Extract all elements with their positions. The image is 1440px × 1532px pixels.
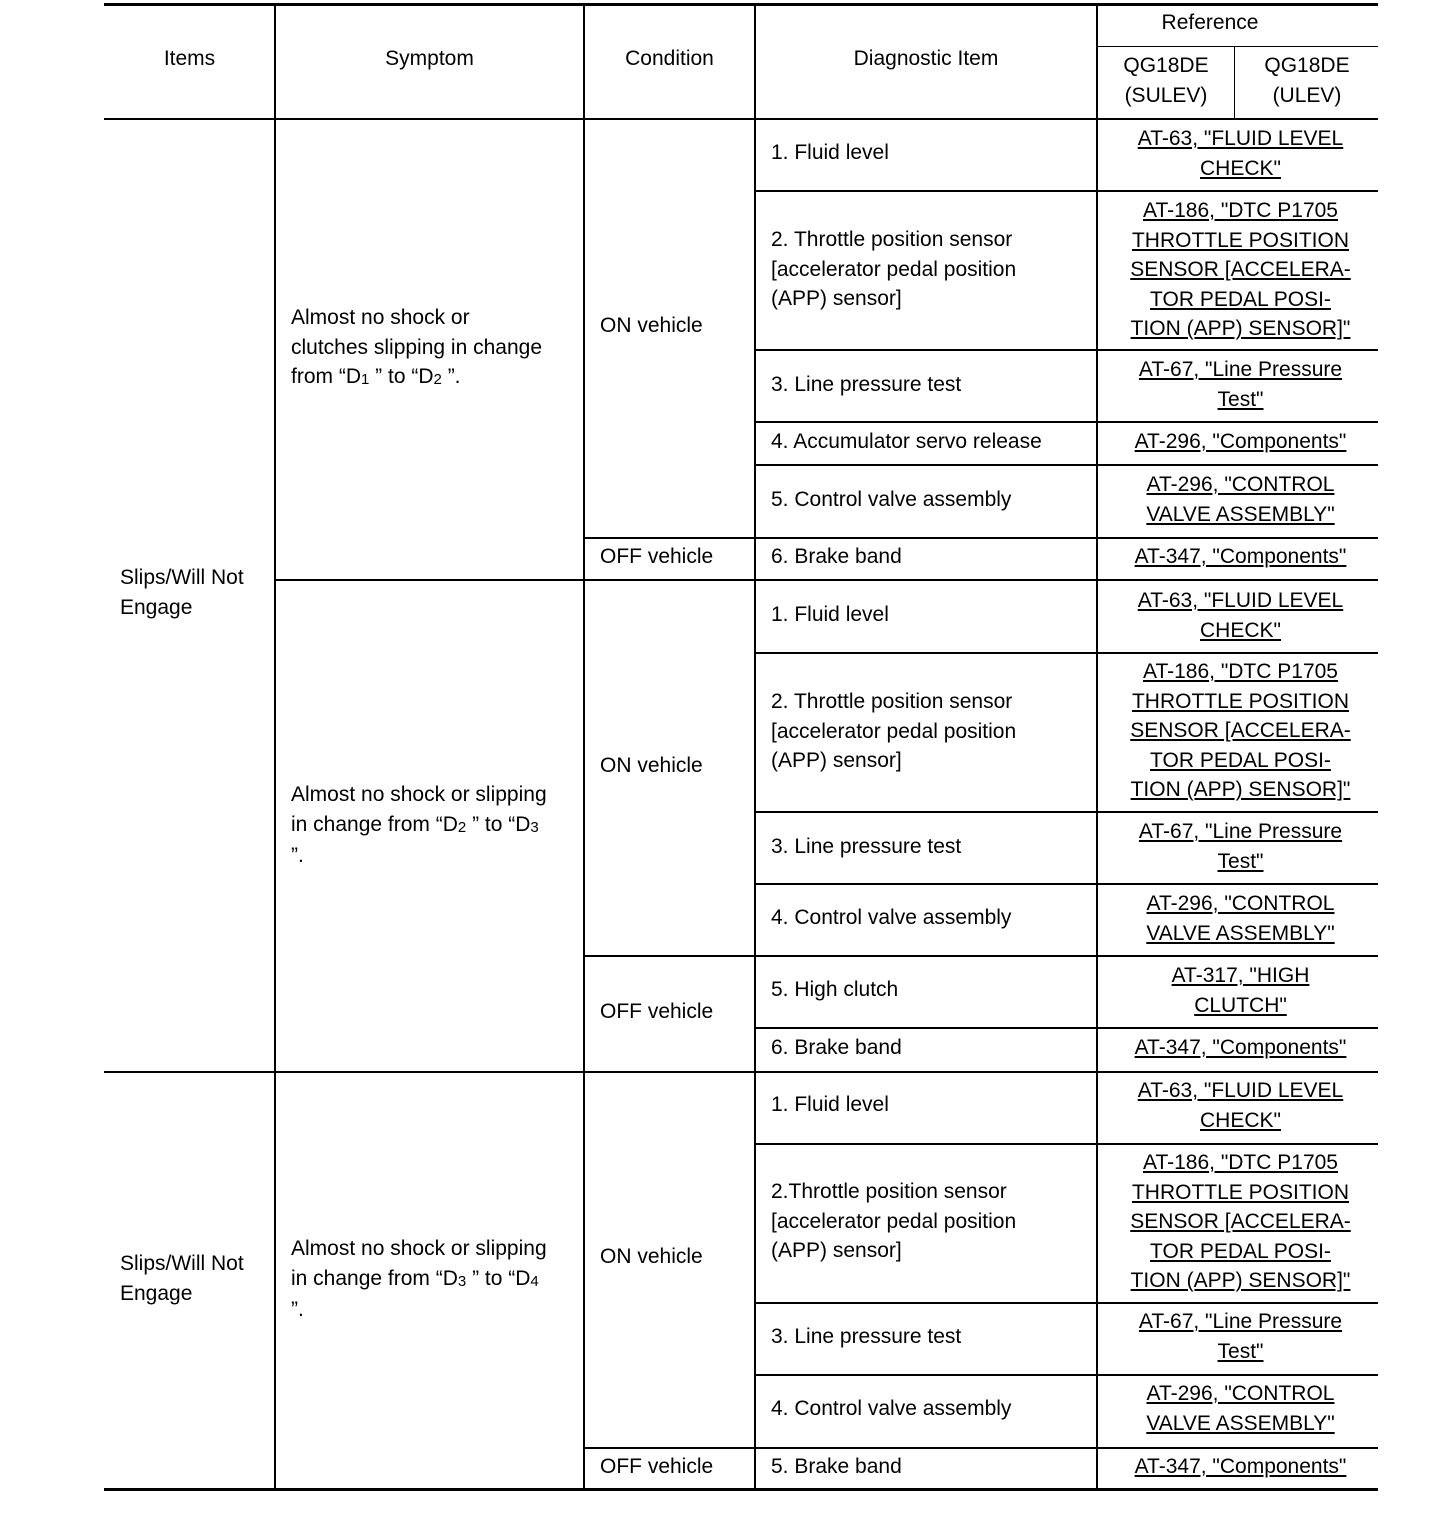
row-rule [754, 1374, 1378, 1376]
reference-link[interactable]: AT-63, "FLUID LEVEL CHECK" [1137, 589, 1344, 642]
reference-link[interactable]: AT-347, "Components" [1134, 545, 1347, 568]
reference-link[interactable]: AT-67, "Line Pressure Test" [1138, 820, 1343, 873]
reference-link[interactable]: AT-317, "HIGH CLUTCH" [1171, 964, 1310, 1017]
reference-link[interactable]: AT-296, "CONTROL VALVE ASSEMBLY" [1146, 473, 1335, 526]
row-rule [754, 464, 1378, 466]
header-diagnostic-item: Diagnostic Item [853, 47, 999, 70]
reference-link[interactable]: AT-63, "FLUID LEVEL CHECK" [1137, 127, 1344, 180]
symptom-d2-to-d3: Almost no shock or slipping in change from “$D_2$ ” to “$D_3$ ”. [291, 783, 547, 867]
symptom-d1-to-d2: Almost no shock or clutches slipping in change from “$D_1$ ” to “$D_2$ ”. [291, 306, 542, 388]
row-rule [754, 883, 1378, 885]
symptom-d3-to-d4: Almost no shock or slipping in change from “$D_3$ ” to “$D_4$ ”. [291, 1237, 547, 1321]
row-rule [754, 1143, 1378, 1145]
reference-link[interactable]: AT-186, "DTC P1705 THROTTLE POSITION SENSOR [ACCELERA- TOR PEDAL POSI- TION (APP) SENSOR]" [1130, 1151, 1351, 1292]
table-top-border [104, 3, 1378, 6]
row-rule [754, 811, 1378, 813]
condition-off-vehicle: OFF vehicle [600, 1455, 714, 1478]
header-condition: Condition [625, 47, 714, 70]
diagnostic-item: 3. Line pressure test [771, 373, 962, 396]
header-items: Items [163, 47, 216, 70]
condition-off-vehicle: OFF vehicle [600, 1000, 714, 1023]
diagnostic-item: 3. Line pressure test [771, 1325, 962, 1348]
condition-divider-rule [583, 537, 1378, 539]
diagnostic-item: 5. Control valve assembly [771, 488, 1012, 511]
header-qg18de-ulev: QG18DE (ULEV) [1264, 54, 1350, 107]
reference-link[interactable]: AT-347, "Components" [1134, 1036, 1347, 1059]
reference-link[interactable]: AT-186, "DTC P1705 THROTTLE POSITION SENSOR [ACCELERA- TOR PEDAL POSI- TION (APP) SENSOR]" [1130, 660, 1351, 801]
row-rule [754, 421, 1378, 423]
diagnostic-item: 6. Brake band [771, 545, 902, 568]
diagnostic-item: 1. Fluid level [771, 603, 889, 626]
condition-divider-rule [583, 1447, 1378, 1449]
diagnostic-item: 2. Throttle position sensor [accelerator pedal position (APP) sensor] [771, 228, 1017, 310]
diagnostic-item: 3. Line pressure test [771, 835, 962, 858]
row-rule [754, 652, 1378, 654]
condition-on-vehicle: ON vehicle [600, 754, 703, 777]
reference-link[interactable]: AT-186, "DTC P1705 THROTTLE POSITION SENSOR [ACCELERA- TOR PEDAL POSI- TION (APP) SENSOR]" [1130, 199, 1351, 340]
reference-link[interactable]: AT-67, "Line Pressure Test" [1138, 1310, 1343, 1363]
symptom-divider-rule [274, 579, 1378, 581]
item-slips-will-not-engage: Slips/Will Not Engage [120, 566, 244, 619]
diagnostic-item: 4. Accumulator servo release [771, 430, 1042, 453]
row-rule [754, 1027, 1378, 1029]
group-divider-rule [104, 1071, 1378, 1073]
reference-link[interactable]: AT-296, "CONTROL VALVE ASSEMBLY" [1146, 1382, 1335, 1435]
diagnostic-item: 2. Throttle position sensor [accelerator pedal position (APP) sensor] [771, 690, 1017, 772]
item-slips-will-not-engage: Slips/Will Not Engage [120, 1252, 244, 1305]
header-reference: Reference [1161, 11, 1259, 34]
table-bottom-border [104, 1488, 1378, 1491]
condition-off-vehicle: OFF vehicle [600, 545, 714, 568]
condition-on-vehicle: ON vehicle [600, 314, 703, 337]
reference-link[interactable]: AT-296, "CONTROL VALVE ASSEMBLY" [1146, 892, 1335, 945]
row-rule [754, 1302, 1378, 1304]
reference-header-rule [1097, 46, 1378, 47]
diagnostic-item: 2.Throttle position sensor [accelerator pedal position (APP) sensor] [771, 1180, 1017, 1262]
column-rule-3 [754, 3, 756, 1491]
diagnostic-item: 5. High clutch [771, 978, 899, 1001]
diagnostic-item: 6. Brake band [771, 1036, 902, 1059]
condition-on-vehicle: ON vehicle [600, 1245, 703, 1268]
diagnostic-item: 4. Control valve assembly [771, 906, 1012, 929]
condition-divider-rule [583, 955, 1378, 957]
column-rule-5 [1234, 46, 1235, 119]
column-rule-2 [583, 3, 585, 1491]
header-bottom-rule [104, 118, 1378, 120]
column-rule-1 [274, 3, 276, 1491]
diagnostic-item: 1. Fluid level [771, 1093, 889, 1116]
reference-link[interactable]: AT-67, "Line Pressure Test" [1138, 358, 1343, 411]
diagnostic-item: 5. Brake band [771, 1455, 902, 1478]
row-rule [754, 349, 1378, 351]
diagnostic-item: 1. Fluid level [771, 141, 889, 164]
reference-link[interactable]: AT-347, "Components" [1134, 1455, 1347, 1478]
header-qg18de-sulev: QG18DE (SULEV) [1123, 54, 1209, 107]
diagnostic-item: 4. Control valve assembly [771, 1397, 1012, 1420]
reference-link[interactable]: AT-63, "FLUID LEVEL CHECK" [1137, 1079, 1344, 1132]
reference-link[interactable]: AT-296, "Components" [1134, 430, 1347, 453]
row-rule [754, 190, 1378, 192]
header-symptom: Symptom [385, 47, 474, 70]
